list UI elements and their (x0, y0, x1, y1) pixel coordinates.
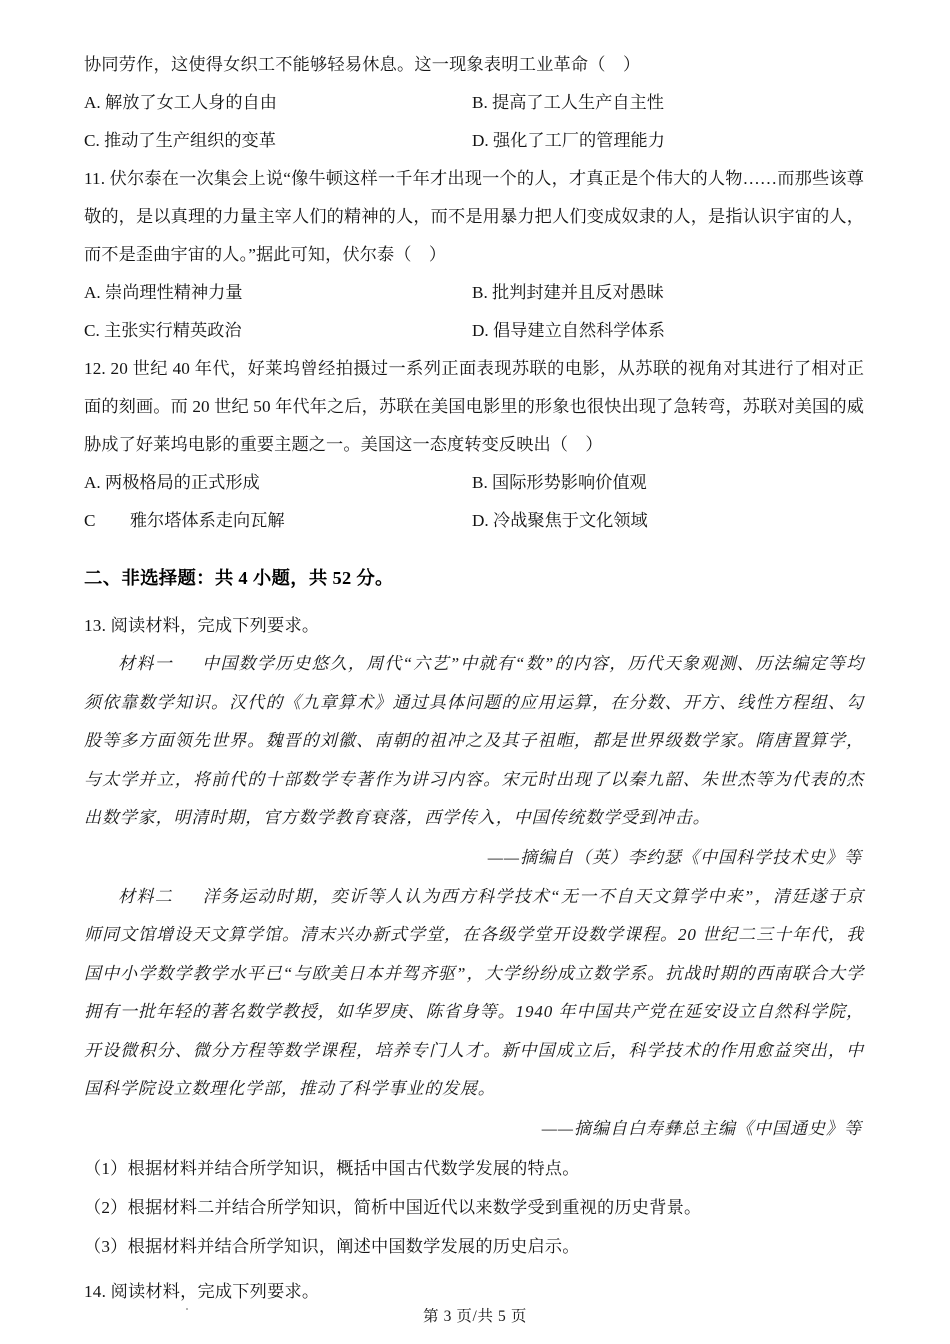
option-c[interactable]: C. 主张实行精英政治 (84, 321, 242, 340)
section-heading-two: 二、非选择题：共 4 小题，共 52 分。 (84, 568, 394, 588)
page-content (84, 46, 864, 1311)
option-row (84, 312, 864, 350)
option-a[interactable]: A. 解放了女工人身的自由 (84, 93, 277, 112)
question-stem-q10-continuation: 协同劳作，这使得女织工不能够轻易休息。这一现象表明工业革命（ ） (84, 55, 641, 74)
question-block-q11 (84, 160, 864, 350)
question-prompt-q13: 13. 阅读材料，完成下列要求。 (84, 616, 320, 635)
material-one-source: ——摘编自（英）李约瑟《中国科学技术史》等 (487, 847, 862, 867)
option-a[interactable]: A. 两极格局的正式形成 (84, 473, 260, 492)
question-prompt-q14: 14. 阅读材料，完成下列要求。 (84, 1281, 320, 1301)
material-one-text: 中国数学历史悠久，周代“六艺”中就有“数”的内容，历代天象观测、历法编定等均须依靠数学知识。汉代的《九章算术》通过具体问题的应用运算，在分数、开方、线性方程组、勾股等多方面领先世界。魏晋的刘徽、南朝的祖冲之及其子祖暅，都是世界级数学家。隋唐置算学，与太学并立，将前代的十部数学专著作为讲习内容。宋元时出现了以秦九韶、朱世杰等为代表的杰出数学家，明清时期，官方数学教育衰落，西学传入，中国传统数学受到冲击。 (84, 654, 865, 827)
option-row (84, 84, 864, 122)
option-row (84, 274, 864, 312)
option-b[interactable]: B. 国际形势影响价值观 (472, 473, 647, 492)
material-two-text: 洋务运动时期，奕䜣等人认为西方科学技术“无一不自天文算学中来”，清廷遂于京师同文馆增设天文算学馆。清末兴办新式学堂，在各级学堂开设数学课程。20 世纪二三十年代，我国中小学数学教学水平已“与欧美日本并驾齐驱”，大学纷纷成立数学系。抗战时期的西南联合大学拥有一批年轻的著名数学教授，如华罗庚、陈省身等。1940 年中国共产党在延安设立自然科学院，开设微积分、微分方程等数学课程，培养专门人才。新中国成立后，科学技术的作用愈益突出，中国科学院设立数理化学部，推动了科学事业的发展。 (84, 886, 864, 1098)
option-d[interactable]: D. 冷战聚焦于文化领域 (472, 511, 648, 530)
question-block-q12 (84, 350, 864, 540)
question-block-q10-continuation (84, 46, 864, 160)
material-one-paragraph (84, 645, 864, 838)
material-one-label: 材料一 (118, 654, 173, 673)
options-q11 (84, 274, 864, 350)
sub-question-2: （2）根据材料二并结合所学知识，简析中国近代以来数学受到重视的历史背景。 (84, 1197, 702, 1217)
question-stem-q11: 11. 伏尔泰在一次集会上说“像牛顿这样一千年才出现一个的人，才真正是个伟大的人物……而那些该尊敬的，是以真理的力量主宰人们的精神的人，而不是用暴力把人们变成奴隶的人，是指认识宇宙的人，而不是歪曲宇宙的人。”据此可知，伏尔泰（ ） (84, 169, 864, 264)
sub-question-3: （3）根据材料并结合所学知识，阐述中国数学发展的历史启示。 (84, 1236, 580, 1256)
option-d[interactable]: D. 强化了工厂的管理能力 (472, 131, 665, 150)
question-stem-q12: 12. 20 世纪 40 年代，好莱坞曾经拍摄过一系列正面表现苏联的电影，从苏联的视角对其进行了相对正面的刻画。而 20 世纪 50 年代年之后，苏联在美国电影里的形象也很快出现了急转弯，苏联对美国的威胁成了好莱坞电影的重要主题之一。美国这一态度转变反映出（ ） (84, 359, 864, 454)
material-two-paragraph (84, 878, 864, 1109)
option-b[interactable]: B. 提高了工人生产自主性 (472, 93, 664, 112)
option-b[interactable]: B. 批判封建并且反对愚昧 (472, 283, 664, 302)
options-q12 (84, 464, 864, 540)
option-a[interactable]: A. 崇尚理性精神力量 (84, 283, 243, 302)
option-c[interactable]: C 雅尔塔体系走向瓦解 (84, 511, 285, 530)
material-two-source: ——摘编自白寿彝总主编《中国通史》等 (541, 1118, 862, 1138)
option-row (84, 502, 864, 540)
options-q10-continuation (84, 84, 864, 160)
option-c[interactable]: C. 推动了生产组织的变革 (84, 131, 276, 150)
option-row (84, 464, 864, 502)
option-row (84, 122, 864, 160)
page-footer: 第 3 页/共 5 页 (423, 1308, 527, 1325)
option-d[interactable]: D. 倡导建立自然科学体系 (472, 321, 665, 340)
material-two-label: 材料二 (118, 886, 174, 906)
sub-question-1: （1）根据材料并结合所学知识，概括中国古代数学发展的特点。 (84, 1158, 580, 1178)
